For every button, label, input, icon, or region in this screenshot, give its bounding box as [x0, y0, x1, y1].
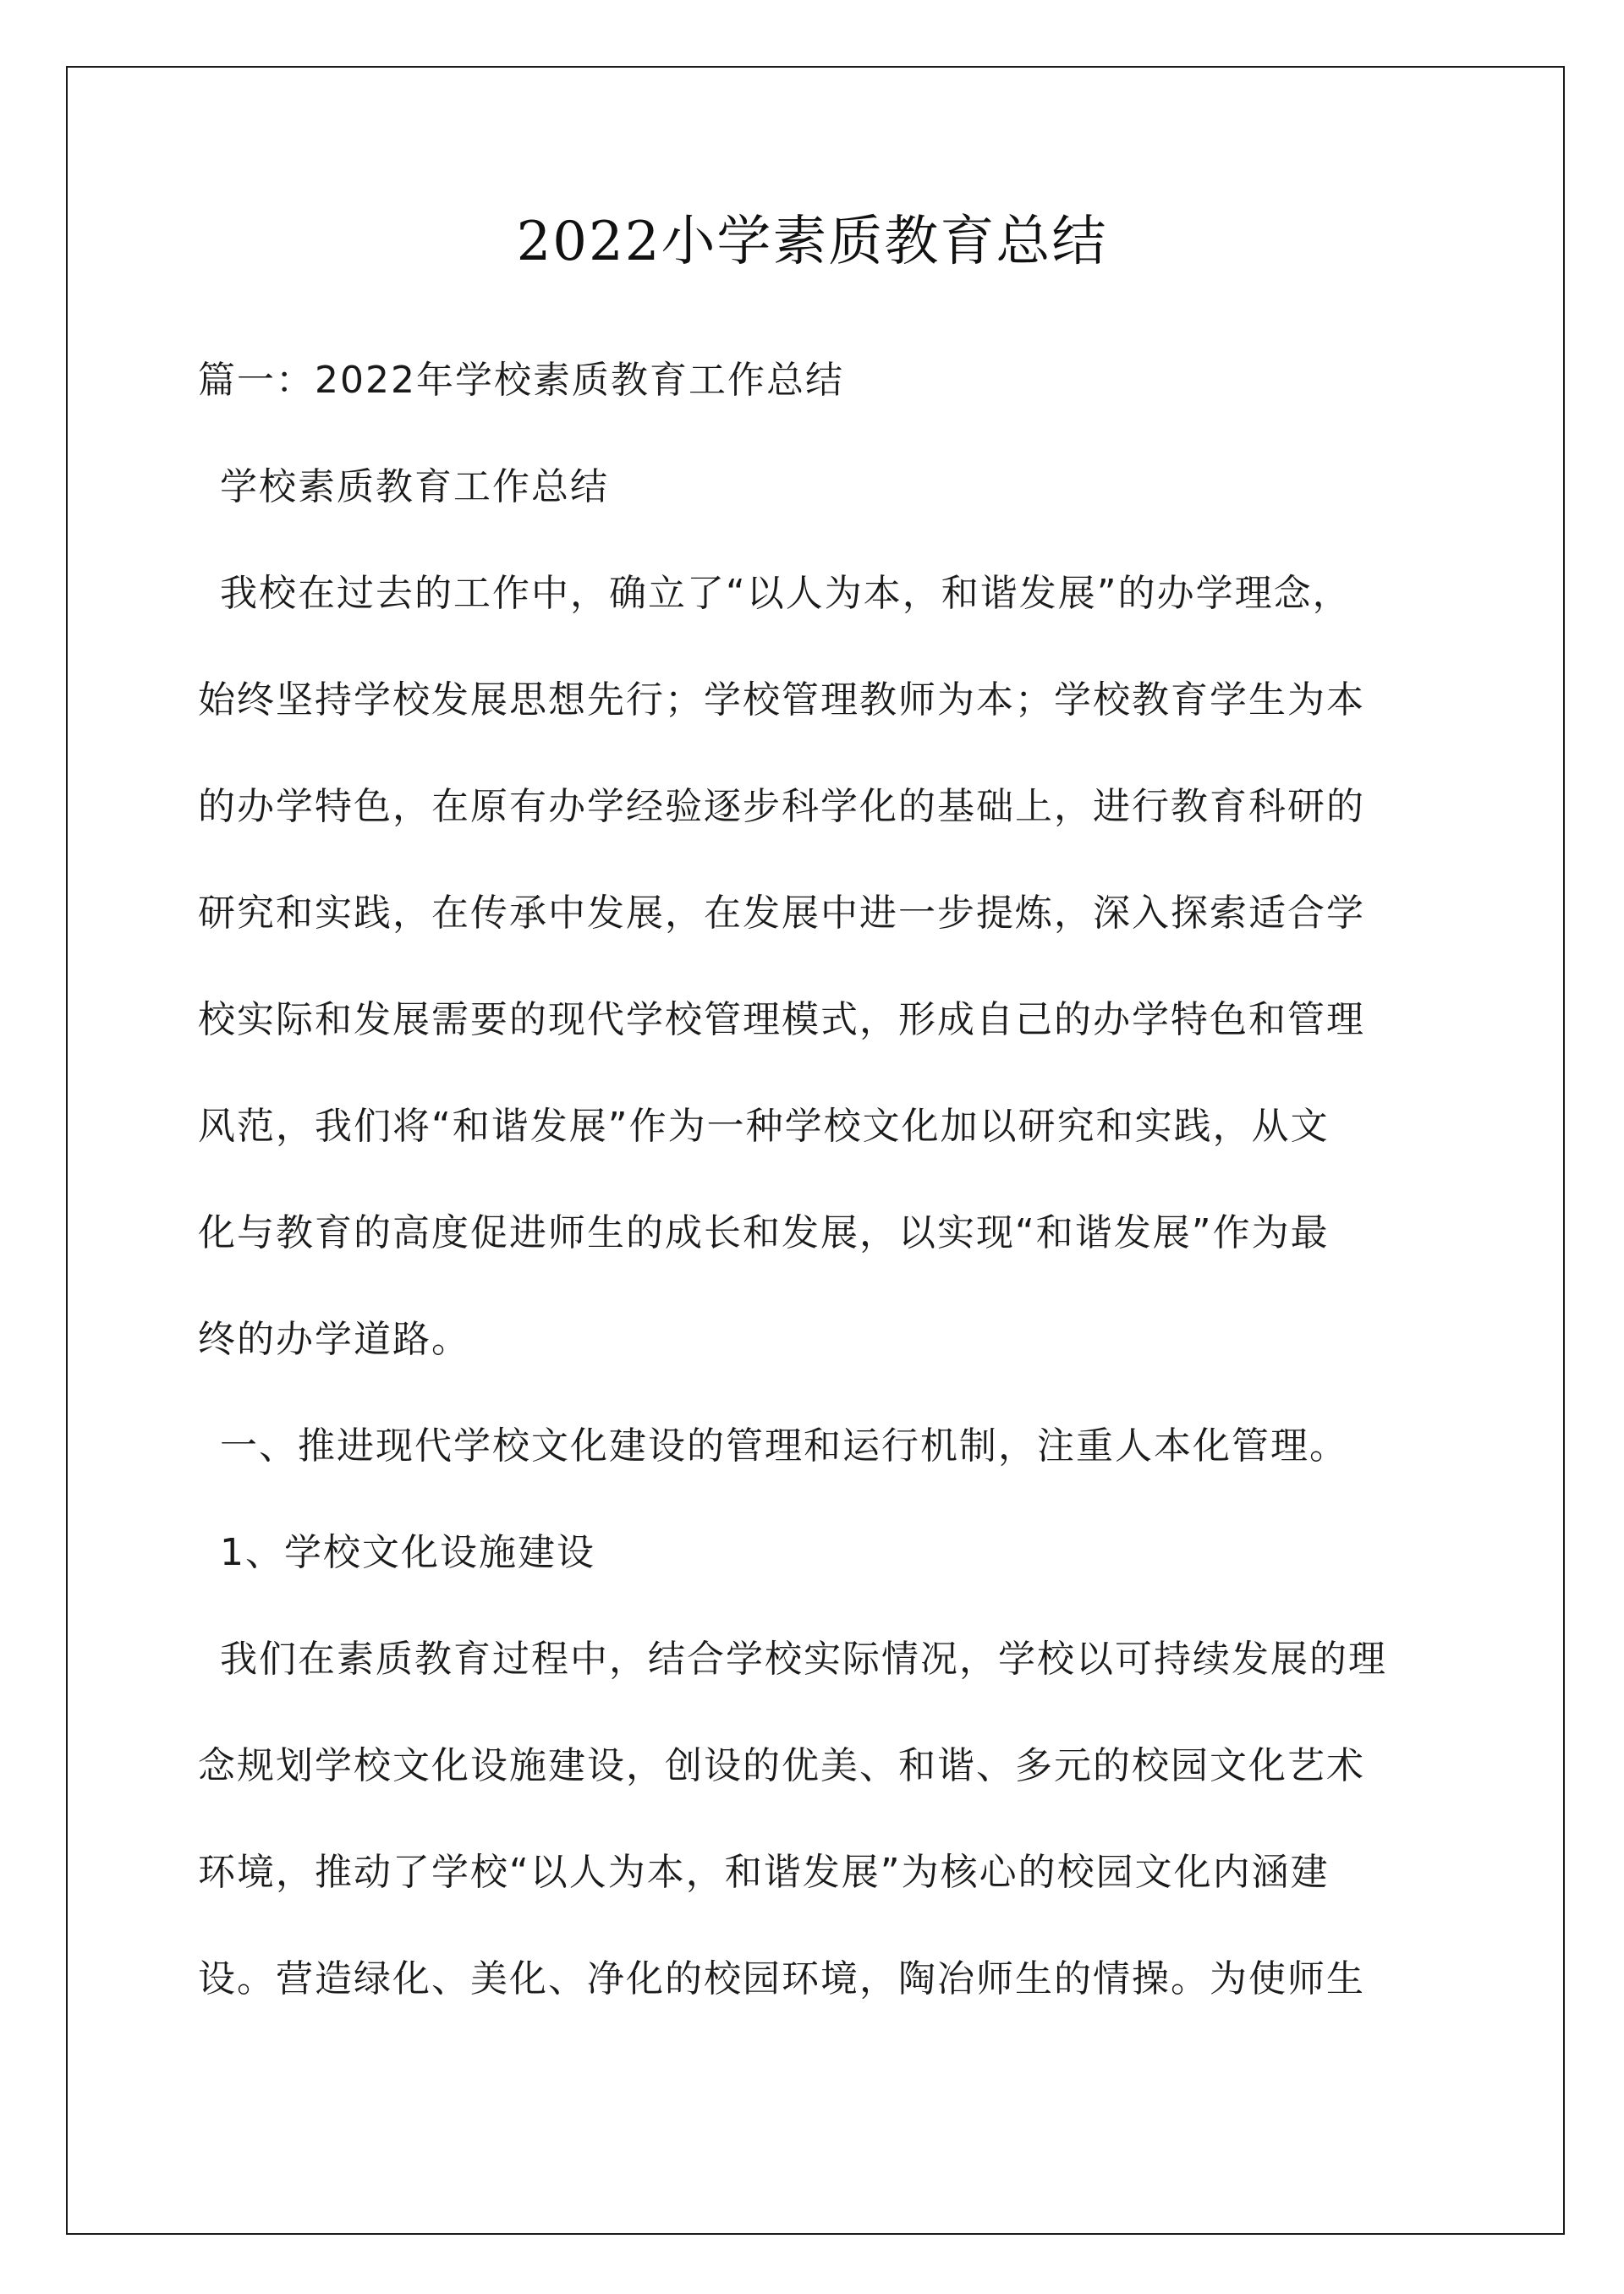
paragraph-line: 始终坚持学校发展思想先行；学校管理教师为本；学校教育学生为本	[198, 678, 1365, 722]
paragraph-line: 环境，推动了学校“以人为本，和谐发展”为核心的校园文化内涵建	[198, 1851, 1330, 1894]
numbered-subheading: 1、学校文化设施建设	[220, 1531, 595, 1574]
document-title: 2022小学素质教育总结	[516, 211, 1108, 273]
paragraph-line: 研究和实践，在传承中发展，在发展中进一步提炼，深入探索适合学	[198, 892, 1365, 935]
paragraph-line: 的办学特色，在原有办学经验逐步科学化的基础上，进行教育科研的	[198, 785, 1365, 828]
paragraph-line: 风范，我们将“和谐发展”作为一种学校文化加以研究和实践，从文	[198, 1105, 1330, 1148]
numbered-heading: 一、推进现代学校文化建设的管理和运行机制，注重人本化管理。	[220, 1424, 1348, 1468]
paragraph-line: 我们在素质教育过程中，结合学校实际情况，学校以可持续发展的理	[220, 1638, 1387, 1681]
document-body	[198, 338, 1429, 2044]
paragraph-line: 我校在过去的工作中，确立了“以人为本，和谐发展”的办学理念，	[220, 572, 1352, 615]
section-heading: 篇一：2022年学校素质教育工作总结	[198, 359, 844, 402]
paragraph-line: 念规划学校文化设施建设，创设的优美、和谐、多元的校园文化艺术	[198, 1744, 1365, 1787]
paragraph-line: 设。营造绿化、美化、净化的校园环境，陶冶师生的情操。为使师生	[198, 1957, 1365, 2000]
paragraph-line: 校实际和发展需要的现代学校管理模式，形成自己的办学特色和管理	[198, 998, 1365, 1041]
paragraph-line: 终的办学道路。	[198, 1318, 470, 1361]
subsection-heading: 学校素质教育工作总结	[220, 465, 609, 508]
paragraph-line: 化与教育的高度促进师生的成长和发展，以实现“和谐发展”作为最	[198, 1211, 1330, 1254]
